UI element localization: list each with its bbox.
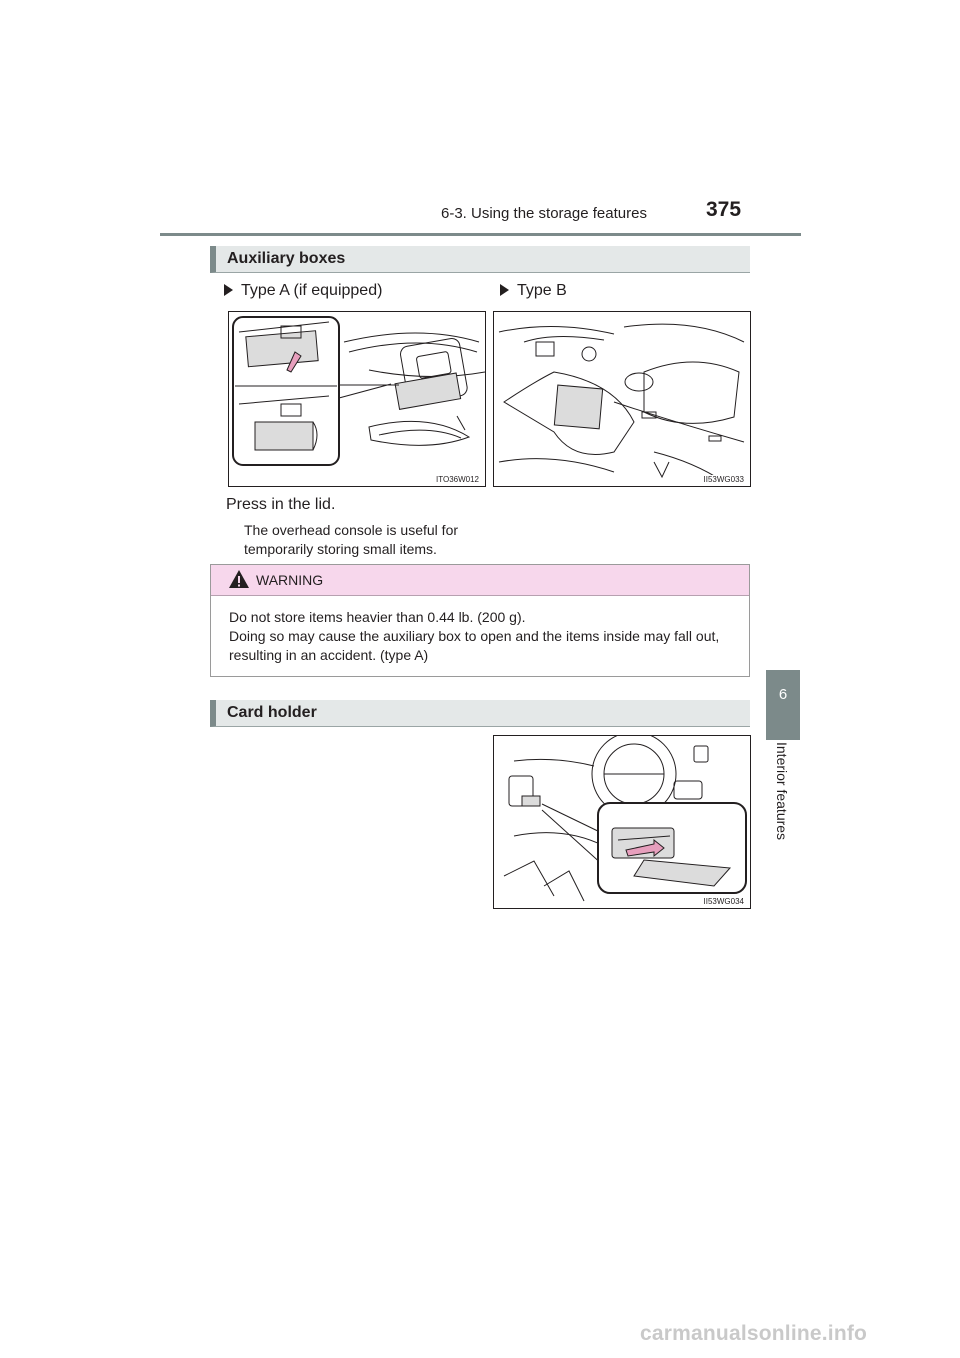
section-title: 6-3. Using the storage features bbox=[441, 205, 647, 222]
triangle-bullet-icon bbox=[500, 284, 509, 296]
note-line-2: temporarily storing small items. bbox=[244, 541, 437, 557]
card-holder-heading bbox=[210, 700, 750, 727]
figure-code: II53WG034 bbox=[703, 897, 744, 906]
figure-code: ITO36W012 bbox=[436, 475, 479, 484]
warning-box bbox=[210, 564, 750, 677]
center-console-illustration bbox=[494, 312, 750, 486]
figure-card-holder bbox=[493, 735, 751, 909]
header-rule bbox=[160, 233, 801, 236]
auxiliary-boxes-heading bbox=[210, 246, 750, 273]
page-number: 375 bbox=[706, 198, 742, 221]
auxiliary-boxes-heading-text: Auxiliary boxes bbox=[227, 250, 346, 267]
warning-title: WARNING bbox=[256, 572, 324, 588]
type-a-label bbox=[224, 282, 382, 300]
chapter-label: Interior features bbox=[774, 742, 790, 841]
chapter-label-wrap bbox=[766, 742, 800, 852]
warning-text bbox=[229, 608, 743, 665]
warning-line-1: Do not store items heavier than 0.44 lb. (200 g). bbox=[229, 609, 526, 625]
triangle-bullet-icon bbox=[224, 284, 233, 296]
chapter-tab bbox=[766, 670, 800, 740]
figure-center-console bbox=[493, 311, 751, 487]
instruction-text: Press in the lid. bbox=[226, 496, 336, 513]
note-line-1: The overhead console is useful for bbox=[244, 522, 459, 538]
card-holder-heading-text: Card holder bbox=[227, 704, 317, 721]
type-b-label-text: Type B bbox=[517, 282, 567, 299]
warning-line-2: Doing so may cause the auxiliary box to open and the items inside may fall out, resulting in an accident. (type A) bbox=[229, 628, 720, 663]
chapter-number: 6 bbox=[778, 686, 788, 703]
card-holder-illustration bbox=[494, 736, 750, 908]
watermark: carmanualsonline.info bbox=[640, 1322, 868, 1345]
overhead-console-illustration bbox=[229, 312, 485, 486]
type-a-label-text: Type A (if equipped) bbox=[241, 282, 383, 299]
figure-code: II53WG033 bbox=[703, 475, 744, 484]
warning-icon bbox=[228, 569, 250, 589]
warning-header bbox=[211, 565, 749, 596]
type-b-label bbox=[500, 282, 567, 300]
figure-overhead-console bbox=[228, 311, 486, 487]
